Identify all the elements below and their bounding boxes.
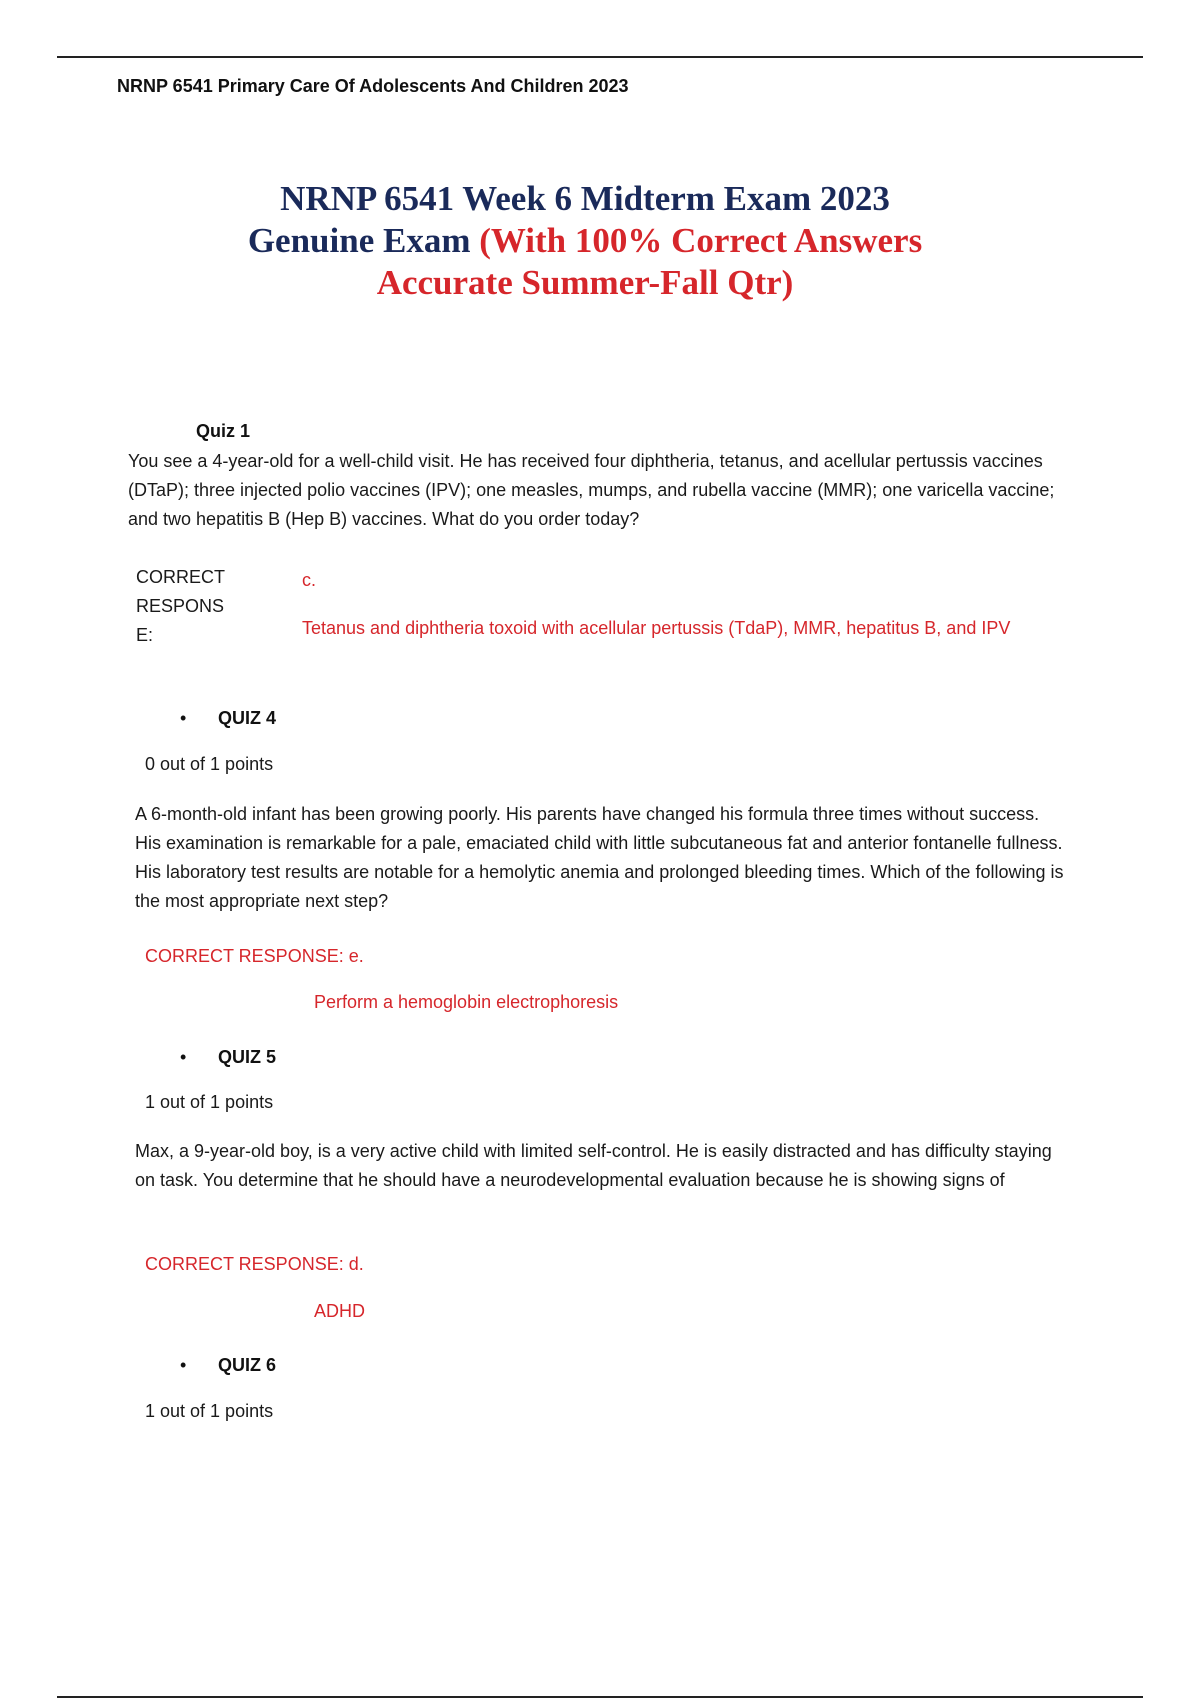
quiz-1-label: Quiz 1 xyxy=(196,421,251,441)
title-line-3: Accurate Summer-Fall Qtr) xyxy=(376,263,794,302)
quiz-5-heading xyxy=(180,1047,276,1068)
bullet-icon: • xyxy=(180,708,187,728)
running-header: NRNP 6541 Primary Care Of Adolescents And Children 2023 xyxy=(117,76,629,96)
quiz-1-response-answer: Tetanus and diphtheria toxoid with acellular pertussis (TdaP), MMR, hepatitus B, and IPV xyxy=(302,618,1011,638)
title-line-2-red: (With 100% Correct Answers xyxy=(479,221,923,260)
quiz-5-response-answer: ADHD xyxy=(314,1301,366,1321)
quiz-5-label: QUIZ 5 xyxy=(218,1047,277,1067)
top-rule xyxy=(57,56,1143,58)
quiz-4-question: A 6-month-old infant has been growing poorly. His parents have changed his formula three times without success. His examination is remarkable for a pale, emaciated child with little subcutaneous fat and anterior fontanelle fullness. His laboratory test results are notable for a hemolytic anemia and prolonged bleeding times. Which of the following is the most appropriate next step? xyxy=(135,804,1064,911)
quiz-5-question: Max, a 9-year-old boy, is a very active child with limited self-control. He is easily distracted and has difficulty staying on task. You determine that he should have a neurodevelopmental evaluation because he is showing signs of xyxy=(135,1141,1052,1190)
quiz-6-heading xyxy=(180,1355,276,1376)
quiz-5-points: 1 out of 1 points xyxy=(145,1092,274,1112)
quiz-6-label: QUIZ 6 xyxy=(218,1355,277,1375)
title-line-1: NRNP 6541 Week 6 Midterm Exam 2023 xyxy=(280,179,890,218)
quiz-4-points: 0 out of 1 points xyxy=(145,754,274,774)
bullet-icon: • xyxy=(180,1355,187,1375)
title-line-2-navy: Genuine Exam xyxy=(247,221,480,260)
quiz-4-response-answer: Perform a hemoglobin electrophoresis xyxy=(314,992,619,1012)
quiz-1-response-letter: c. xyxy=(302,570,317,590)
quiz-4-label: QUIZ 4 xyxy=(218,708,277,728)
bullet-icon: • xyxy=(180,1047,187,1067)
quiz-4-response-line: CORRECT RESPONSE: e. xyxy=(145,946,364,966)
quiz-1-response-label: CORRECT RESPONSE: xyxy=(136,567,225,645)
quiz-5-response-line: CORRECT RESPONSE: d. xyxy=(145,1254,364,1274)
title-line-2 xyxy=(0,220,1170,262)
bottom-rule xyxy=(57,1696,1143,1698)
document-title xyxy=(0,178,1170,304)
quiz-1-question: You see a 4-year-old for a well-child visit. He has received four diphtheria, tetanus, and acellular pertussis vaccines (DTaP); three injected polio vaccines (IPV); one measles, mumps, and rubella vaccine (MMR); one varicella vaccine; and two hepatitis B (Hep B) vaccines. What do you order today? xyxy=(128,451,1055,529)
quiz-6-points: 1 out of 1 points xyxy=(145,1401,274,1421)
quiz-4-heading xyxy=(180,708,276,729)
